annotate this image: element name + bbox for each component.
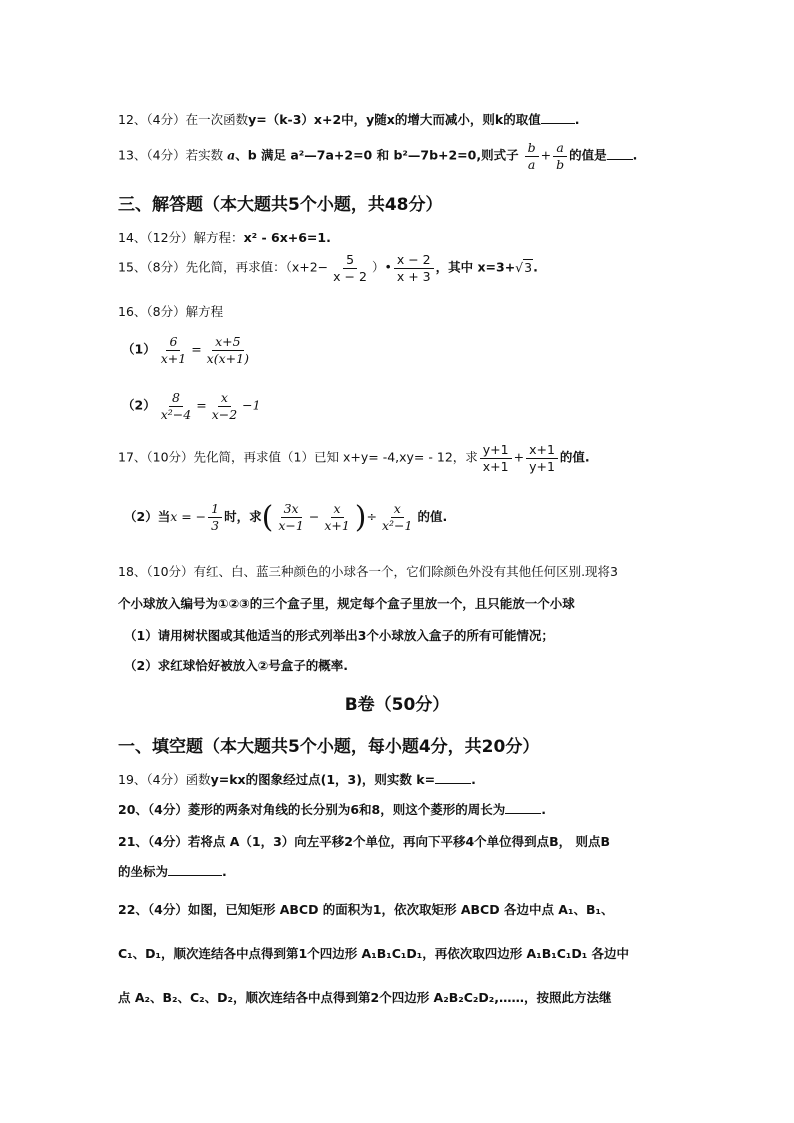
q17-p2-fraction-c: $\frac{x}{\text{x²−1}}$ [382, 501, 413, 533]
question-18-line-1: 18、（10分）有红、白、蓝三种颜色的小球各一个，它们除颜色外没有其他任何区别.现将3 [118, 564, 618, 579]
q17-p2-end: 的值. [417, 509, 448, 524]
q17-p2-minus: − [308, 509, 320, 524]
q17-fraction-1: $\frac{y+1}{x+1}$ [480, 442, 512, 474]
q13-plus: + [540, 147, 552, 163]
q13-end: 的值是 [569, 147, 607, 163]
q13-answer-blank [607, 147, 633, 160]
q16-p2-right-fraction: $\frac{x}{x-2}$ [211, 390, 238, 422]
question-22-line-3: 点 A₂、B₂、C₂、D₂，顺次连结各中点得到第2个四边形 A₂B₂C₂D₂,……，按照此方法继 [118, 990, 612, 1005]
q16-p1-left-fraction: $\frac{6}{x+1}$ [160, 334, 187, 366]
q15-condition: ，其中 x=3+ [435, 259, 516, 275]
q19-answer-blank [435, 771, 471, 784]
q13-fraction-b-over-a: $\frac{b}{a}$ [525, 140, 539, 172]
q17-prefix: 17、（10分）先化简，再求值（1）已知 x+y= -4,xy= - 12，求 [118, 449, 478, 465]
section-heading-1: 一、填空题（本大题共5个小题，每小题4分，共20分） [118, 737, 540, 757]
q13-prefix: 13、（4分）若实数 [118, 147, 224, 163]
question-22-line-1: 22、（4分）如图，已知矩形 ABCD 的面积为1，依次取矩形 ABCD 各边中点 A₁、B₁、 [118, 902, 614, 917]
q19-body: y=kx的图象经过点(1，3)，则实数 k= [210, 772, 436, 787]
q17-plus: + [513, 449, 525, 465]
q20-end: . [541, 802, 546, 817]
question-13 [118, 140, 637, 172]
q20-answer-blank [505, 801, 541, 814]
question-17 [118, 442, 590, 474]
q19-prefix: 19、（4分）函数 [118, 772, 211, 787]
q13-var-a: a [227, 147, 236, 163]
q15-fraction-2: $\frac{x - 2}{x + 3}$ [394, 252, 434, 284]
left-paren: ( [261, 500, 274, 535]
q20-prefix: 20、（4分）菱形的两条对角线的长分别为6和8，则这个菱形的周长为 [118, 802, 506, 817]
q17-end: 的值. [559, 449, 590, 465]
part-b-heading: B卷（50分） [344, 695, 450, 715]
q19-end: . [471, 772, 476, 787]
q16-p1-right-fraction: $\frac{x+5}{x(x+1)}$ [206, 334, 249, 366]
q21-end: . [222, 864, 227, 879]
question-17-part-2 [124, 500, 447, 535]
q12-answer-blank [541, 111, 575, 124]
q16-p2-equals: = [196, 397, 207, 413]
q13-dot: . [632, 147, 638, 163]
question-21-line-2 [118, 862, 227, 880]
question-22-line-2: C₁、D₁，顺次连结各中点得到第1个四边形 A₁B₁C₁D₁，再依次取四边形 A₁B₁C₁D₁ 各边中 [118, 946, 630, 961]
q16-p2-tail: −1 [242, 397, 261, 413]
q14-prefix: 14、（12分）解方程： [118, 230, 244, 245]
q15-mid: ）• [371, 259, 392, 275]
question-20 [118, 800, 546, 818]
section-heading-3: 三、解答题（本大题共5个小题，共48分） [118, 195, 443, 215]
q12-prefix: 12、（4分）在一次函数 [118, 112, 249, 127]
q16-p1-equals: = [191, 341, 202, 357]
question-12 [118, 110, 579, 128]
q16-p2-left-fraction: $\frac{8}{\text{x²−4}}$ [160, 390, 192, 422]
question-16-part-2 [122, 390, 261, 422]
q13-fraction-a-over-b: $\frac{a}{b}$ [553, 140, 567, 172]
q15-fraction-1: $\frac{5}{x - 2}$ [333, 252, 367, 284]
question-19 [118, 770, 476, 788]
question-18-line-2: 个小球放入编号为①②③的三个盒子里，规定每个盒子里放一个，且只能放一个小球 [118, 596, 575, 611]
question-18-part-2: （2）求红球恰好被放入②号盒子的概率. [124, 658, 349, 673]
q16-p1-label: （1） [122, 341, 156, 357]
question-18-part-1: （1）请用树状图或其他适当的形式列举出3个小球放入盒子的所有可能情况； [124, 628, 554, 643]
q21-answer-blank [168, 863, 222, 876]
q17-fraction-2: $\frac{x+1}{y+1}$ [526, 442, 558, 474]
sqrt-symbol: √3 [515, 259, 533, 275]
question-16-part-1 [122, 334, 254, 366]
q17-p2-prefix: （2）当 [124, 509, 171, 524]
q16-p2-label: （2） [122, 397, 156, 413]
q17-p2-fraction-a: $\frac{3x}{x-1}$ [278, 501, 304, 533]
q12-body: y=（k-3）x+2中，y随x的增大而减小，则k的取值 [248, 112, 541, 127]
question-14 [118, 228, 331, 246]
q17-p2-x-value: $\frac{1}{3}$ [208, 501, 222, 533]
right-paren: ) [354, 500, 367, 535]
q17-p2-x: x = − [170, 509, 207, 524]
q17-p2-when: 时，求 [224, 509, 262, 524]
question-15 [118, 252, 538, 284]
q12-end: . [574, 112, 580, 127]
q15-prefix: 15、（8分）先化简，再求值：（x+2− [118, 259, 329, 275]
q17-p2-divide: ÷ [366, 509, 377, 524]
q17-p2-fraction-b: $\frac{x}{x+1}$ [324, 501, 350, 533]
q21-coord-label: 的坐标为 [118, 864, 169, 879]
q14-equation: x² - 6x+6=1. [243, 230, 331, 245]
q15-end: . [533, 259, 538, 275]
question-21-line-1: 21、（4分）若将点 A（1，3）向左平移2个单位，再向下平移4个单位得到点B， 则点B [118, 834, 611, 849]
q13-condition: 、b 满足 a²—7a+2=0 和 b²—7b+2=0,则式子 [235, 147, 519, 163]
question-16-title: 16、（8分）解方程 [118, 304, 224, 319]
